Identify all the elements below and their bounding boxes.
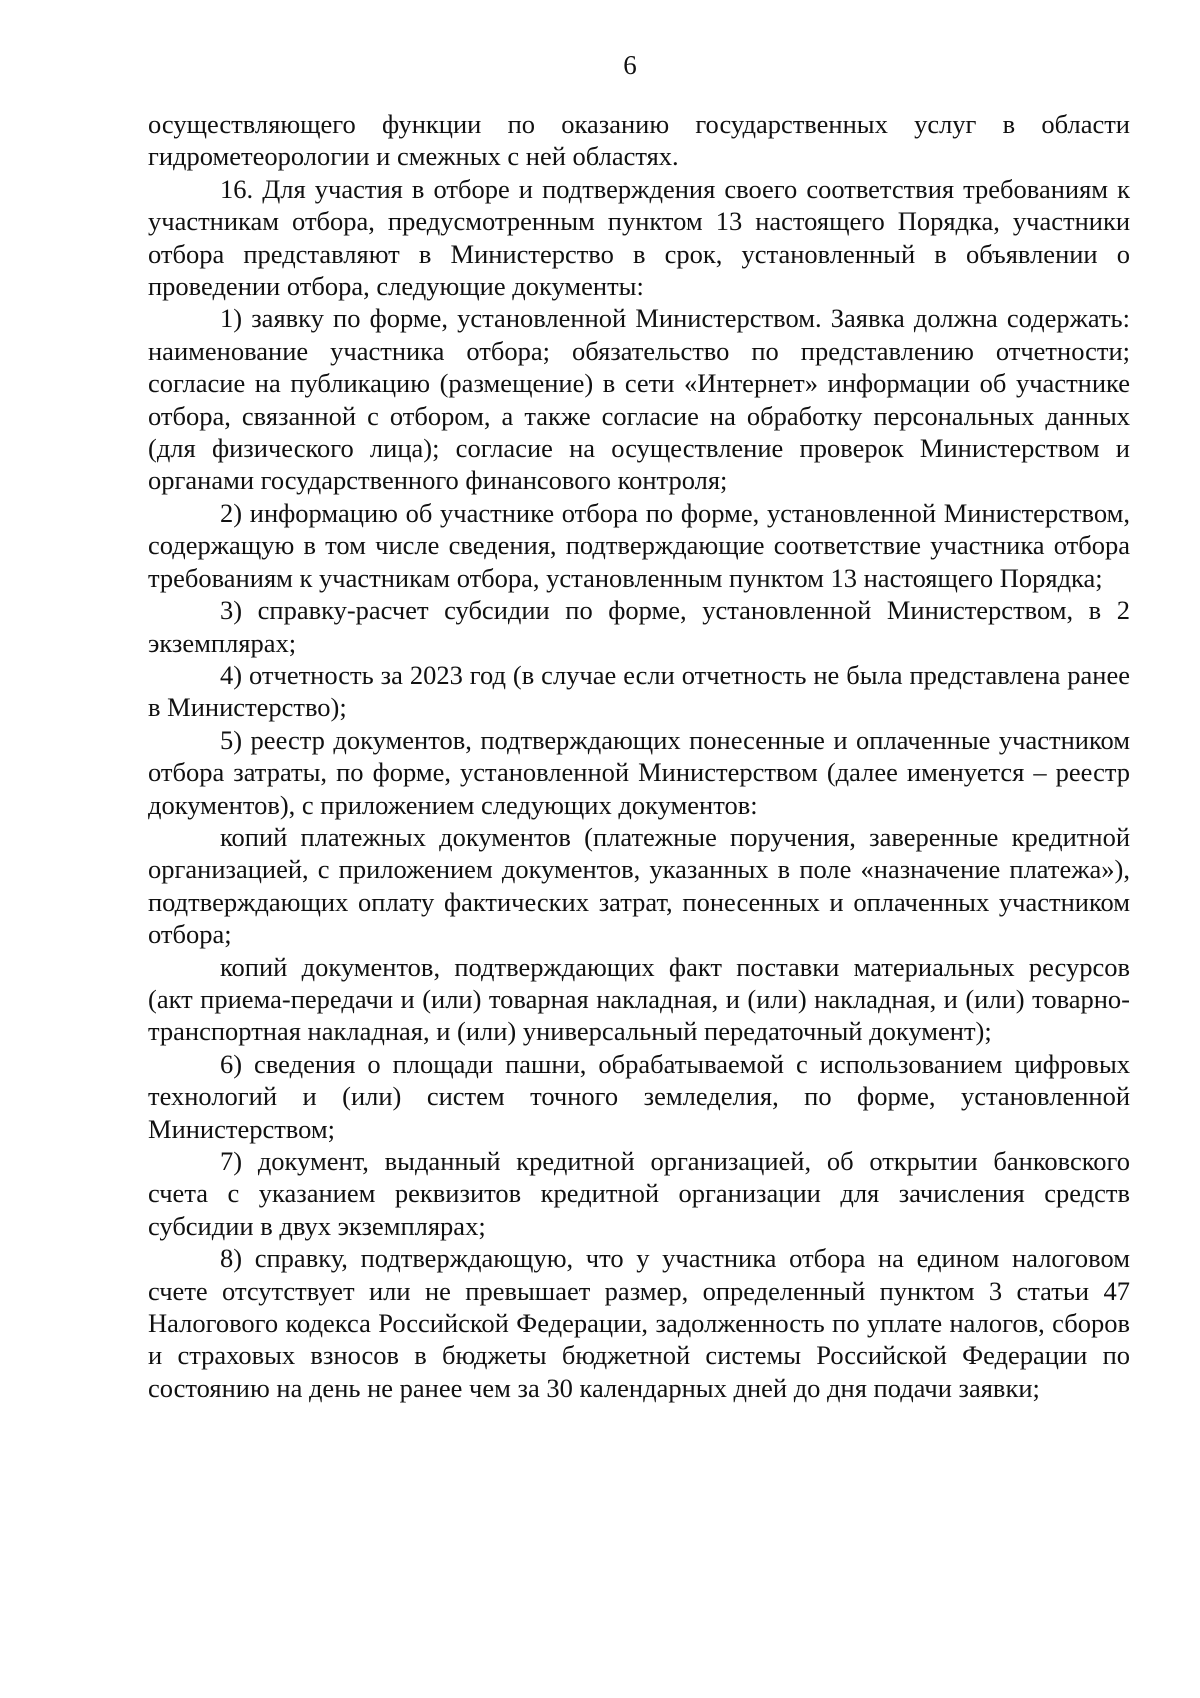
paragraph-item-5-sub-payments: копий платежных документов (платежные поручения, заверенные кредитной организацией, с приложением документов, указанных в поле «назначение платежа»), подтверждающих оплату фактических затрат, понесенных и оплаченных участником отбора;: [148, 821, 1130, 950]
paragraph-item-8: 8) справку, подтверждающую, что у участника отбора на едином налоговом счете отсутствует или не превышает размер, определенный пунктом 3 статьи 47 Налогового кодекса Российской Федерации, задолженность по уплате налогов, сборов и страховых взносов в бюджеты бюджетной системы Российской Федерации по состоянию на день не ранее чем за 30 календарных дней до дня подачи заявки;: [148, 1243, 1130, 1403]
paragraph-item-6: 6) сведения о площади пашни, обрабатываемой с использованием цифровых технологий и (или) систем точного земледелия, по форме, установленной Министерством;: [148, 1048, 1130, 1144]
paragraph-item-5: 5) реестр документов, подтверждающих понесенные и оплаченные участником отбора затраты, по форме, установленной Министерством (далее именуется – реестр документов), с приложением следующих документов:: [148, 724, 1130, 820]
page-number: 6: [623, 50, 637, 80]
document-body: [148, 108, 1130, 1404]
paragraph-16: 16. Для участия в отборе и подтверждения своего соответствия требованиям к участникам отбора, предусмотренным пунктом 13 настоящего Порядка, участники отбора представляют в Министерство в срок, установленный в объявлении о проведении отбора, следующие документы:: [148, 173, 1130, 302]
paragraph-item-7: 7) документ, выданный кредитной организацией, об открытии банковского счета с указанием реквизитов кредитной организации для зачисления средств субсидии в двух экземплярах;: [148, 1146, 1130, 1241]
paragraph-item-1: 1) заявку по форме, установленной Министерством. Заявка должна содержать: наименование участника отбора; обязательство по представлению отчетности; согласие на публикацию (размещение) в сети «Интернет» информации об участнике отбора, связанной с отбором, а также согласие на обработку персональных данных (для физического лица); согласие на осуществление проверок Министерством и органами государственного финансового контроля;: [148, 303, 1130, 496]
paragraph-item-5-sub-deliveries: копий документов, подтверждающих факт поставки материальных ресурсов (акт приема-передачи и (или) товарная накладная, и (или) накладная, и (или) товарно-транспортная накладная, и (или) универсальный передаточный документ);: [148, 951, 1130, 1047]
paragraph-item-3: 3) справку-расчет субсидии по форме, установленной Министерством, в 2 экземплярах;: [148, 595, 1130, 658]
paragraph-continuation: осуществляющего функции по оказанию государственных услуг в области гидрометеорологии и смежных с ней областях.: [148, 109, 1130, 172]
paragraph-item-4: 4) отчетность за 2023 год (в случае если отчетность не была представлена ранее в Министерство);: [148, 659, 1130, 723]
paragraph-item-2: 2) информацию об участнике отбора по форме, установленной Министерством, содержащую в том числе сведения, подтверждающие соответствие участника отбора требованиям к участникам отбора, установленным пунктом 13 настоящего Порядка;: [148, 497, 1130, 593]
